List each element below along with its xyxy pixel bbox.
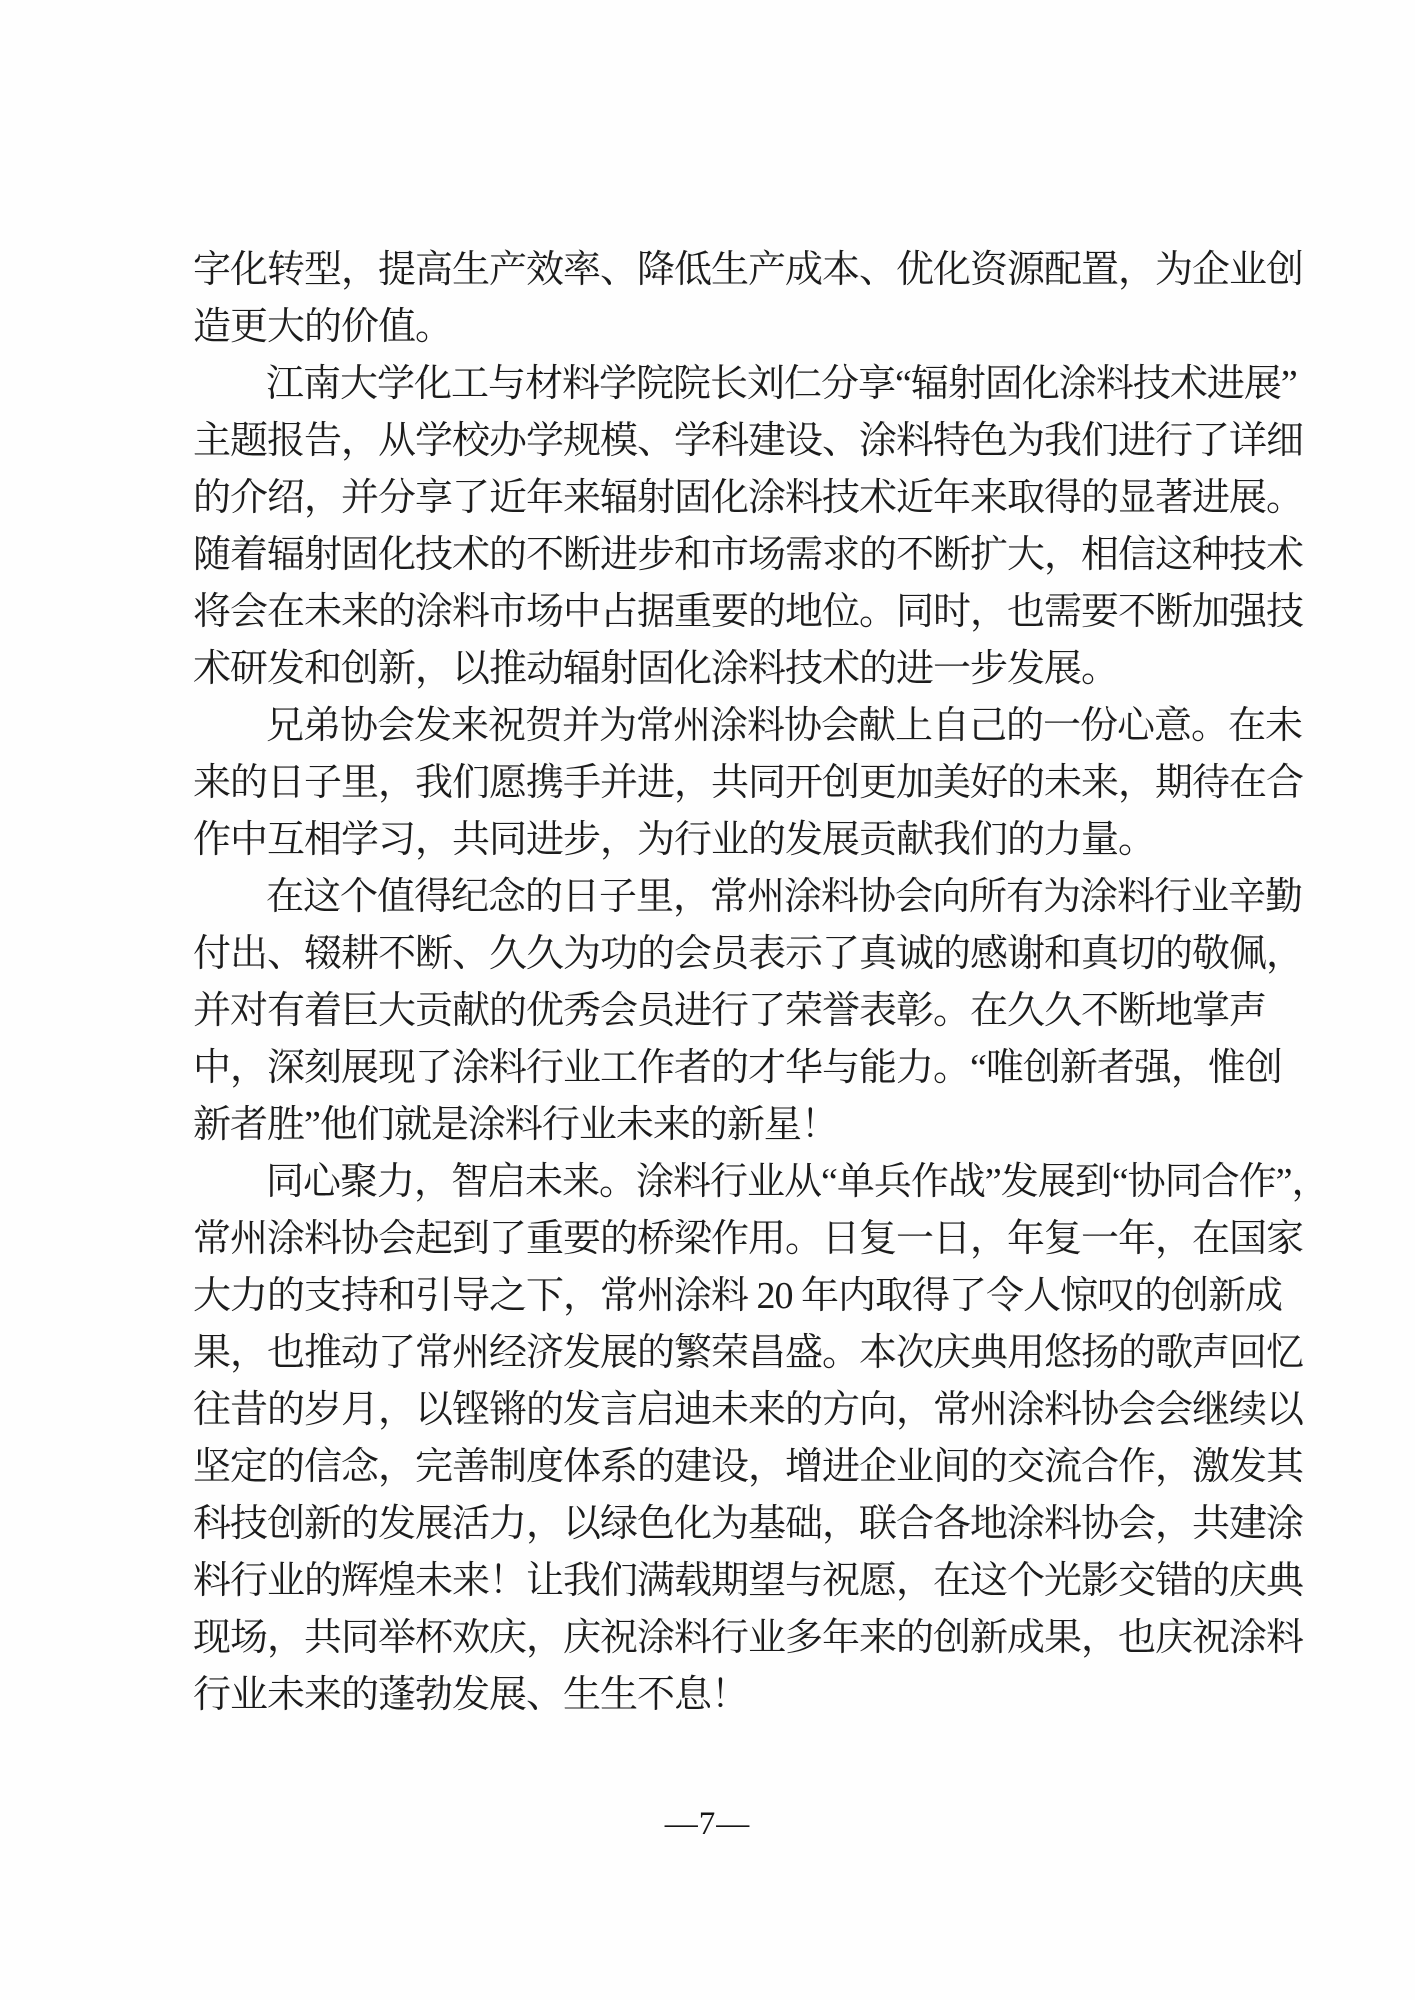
text-line: 江南大学化工与材料学院院长刘仁分享“辐射固化涂料技术进展” (266, 363, 1297, 405)
document-body (193, 242, 1329, 1724)
text-line: 来的日子里，我们愿携手并进，共同开创更加美好的未来，期待在合 (193, 762, 1304, 804)
text-line: 兄弟协会发来祝贺并为常州涂料协会献上自己的一份心意。在未 (266, 705, 1303, 747)
text-line: 将会在未来的涂料市场中占据重要的地位。同时，也需要不断加强技 (193, 591, 1304, 633)
text-line: 并对有着巨大贡献的优秀会员进行了荣誉表彰。在久久不断地掌声 (193, 990, 1267, 1032)
text-line: 中，深刻展现了涂料行业工作者的才华与能力。“唯创新者强，惟创 (193, 1047, 1282, 1089)
text-line: 造更大的价值。 (193, 306, 453, 348)
text-line: 坚定的信念，完善制度体系的建设，增进企业间的交流合作，激发其 (193, 1446, 1304, 1488)
text-line: 主题报告，从学校办学规模、学科建设、涂料特色为我们进行了详细 (193, 420, 1304, 462)
text-line: 付出、辍耕不断、久久为功的会员表示了真诚的感谢和真切的敬佩， (193, 933, 1304, 975)
text-line: 行业未来的蓬勃发展、生生不息！ (193, 1674, 749, 1716)
text-line: 新者胜”他们就是涂料行业未来的新星！ (193, 1104, 838, 1146)
text-line: 果，也推动了常州经济发展的繁荣昌盛。本次庆典用悠扬的歌声回忆 (193, 1332, 1304, 1374)
text-line: 随着辐射固化技术的不断进步和市场需求的不断扩大，相信这种技术 (193, 534, 1304, 576)
text-line: 料行业的辉煌未来！让我们满载期望与祝愿，在这个光影交错的庆典 (193, 1560, 1304, 1602)
text-line: 往昔的岁月，以铿锵的发言启迪未来的方向，常州涂料协会会继续以 (193, 1389, 1304, 1431)
text-line: 术研发和创新，以推动辐射固化涂料技术的进一步发展。 (193, 648, 1119, 690)
text-line: 常州涂料协会起到了重要的桥梁作用。日复一日，年复一年，在国家 (193, 1218, 1304, 1260)
text-line: 现场，共同举杯欢庆，庆祝涂料行业多年来的创新成果，也庆祝涂料 (193, 1617, 1304, 1659)
page-footer (0, 1806, 1415, 1843)
text-line: 科技创新的发展活力，以绿色化为基础，联合各地涂料协会，共建涂 (193, 1503, 1304, 1545)
text-line: 字化转型，提高生产效率、降低生产成本、优化资源配置，为企业创 (193, 249, 1304, 291)
page-number: —7— (664, 1806, 751, 1842)
text-line: 大力的支持和引导之下，常州涂料 20 年内取得了令人惊叹的创新成 (193, 1275, 1283, 1317)
text-line: 在这个值得纪念的日子里，常州涂料协会向所有为涂料行业辛勤 (266, 876, 1303, 918)
text-line: 同心聚力，智启未来。涂料行业从“单兵作战”发展到“协同合作”， (266, 1161, 1329, 1203)
text-line: 作中互相学习，共同进步，为行业的发展贡献我们的力量。 (193, 819, 1156, 861)
text-line: 的介绍，并分享了近年来辐射固化涂料技术近年来取得的显著进展。 (193, 477, 1304, 519)
